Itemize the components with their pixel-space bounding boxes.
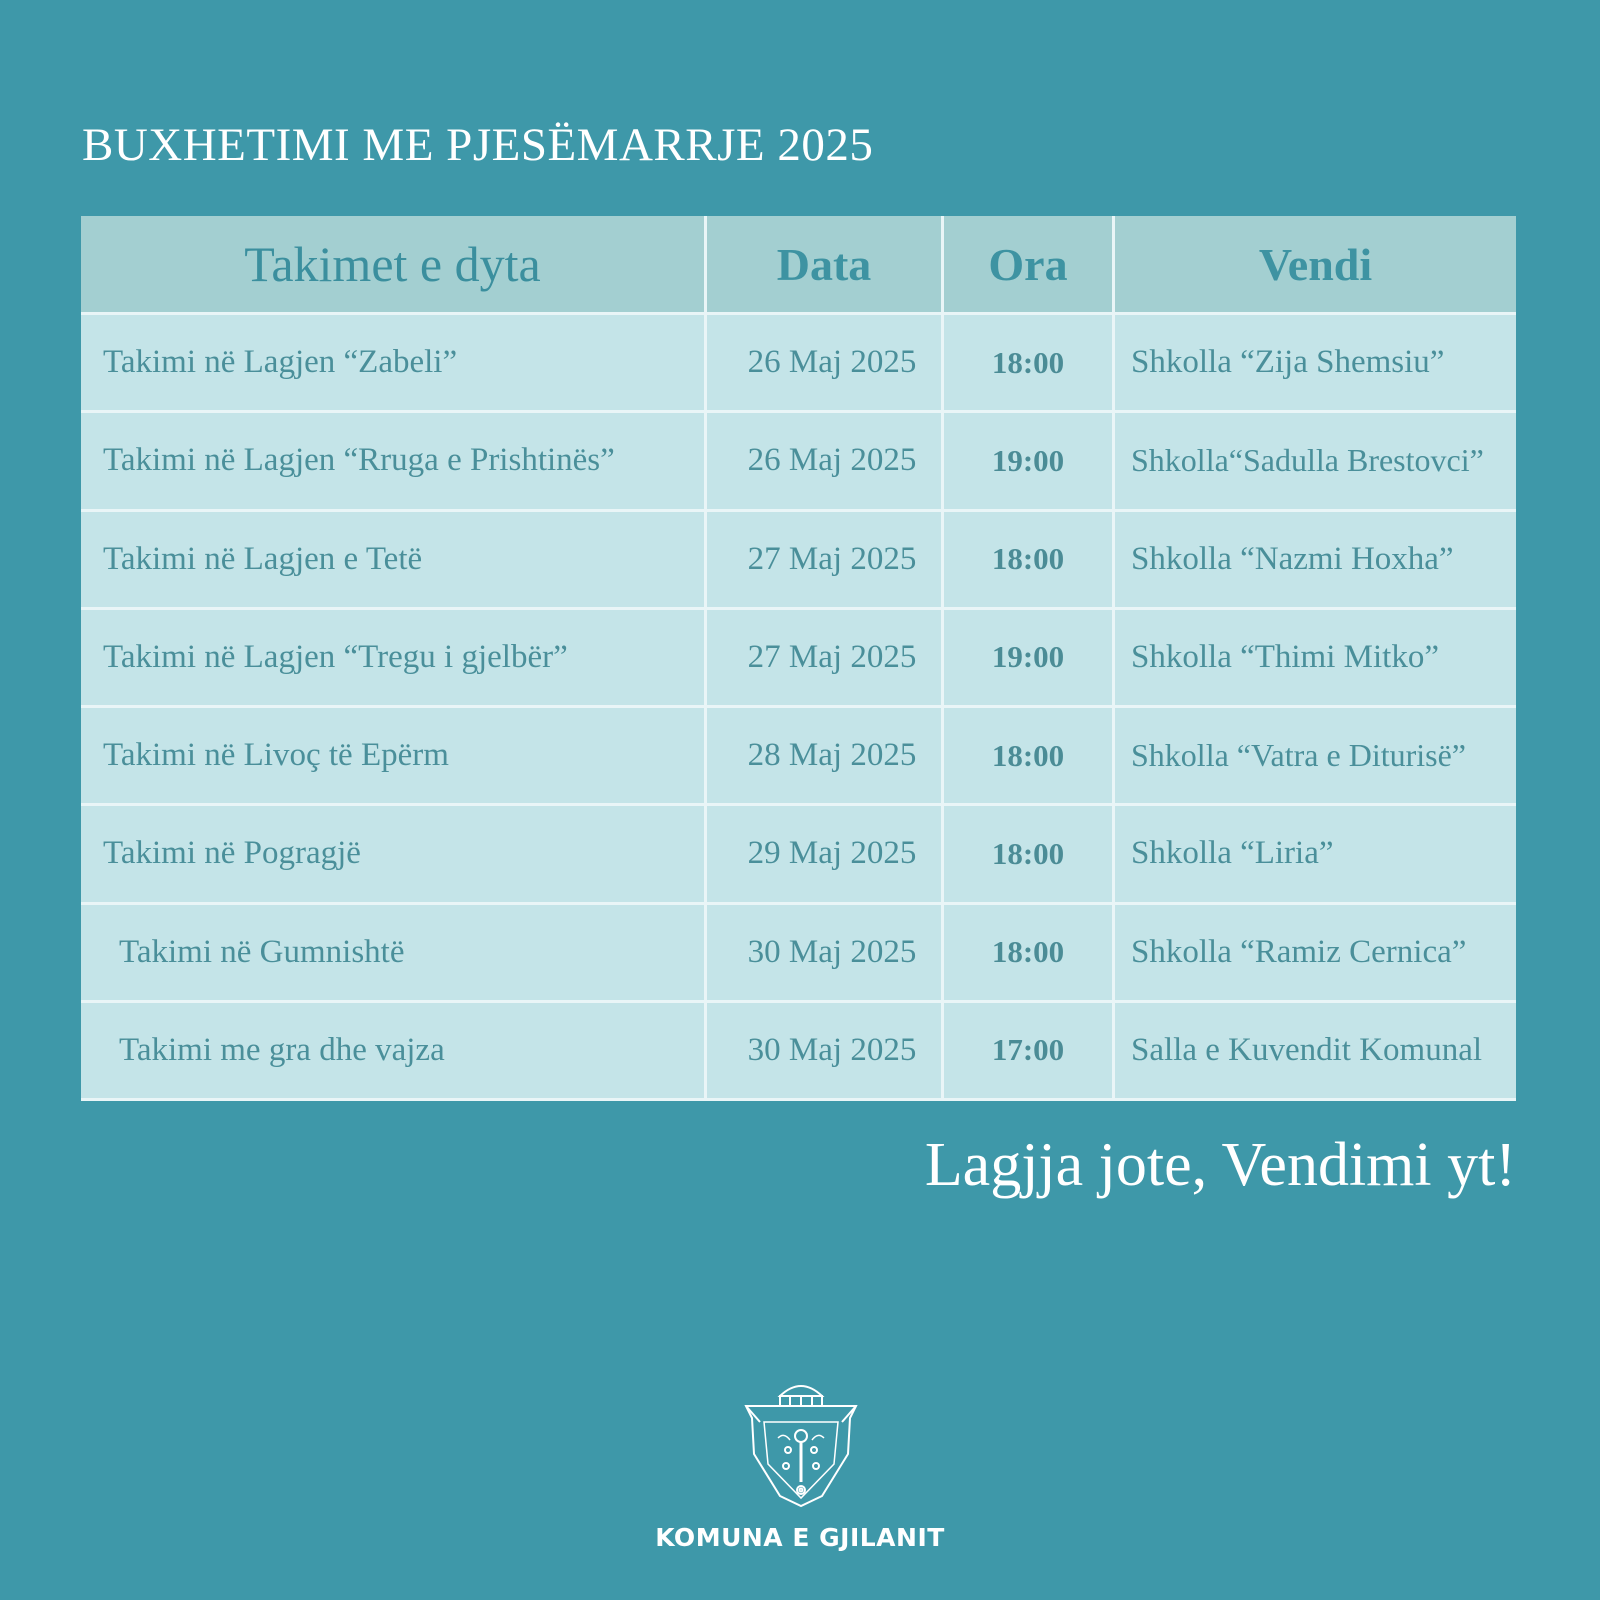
meeting-time: 18:00 [944, 806, 1115, 904]
table-header-row [81, 216, 1516, 315]
page-title: BUXHETIMI ME PJESËMARRJE 2025 [82, 119, 874, 171]
table-row [81, 315, 1516, 413]
meeting-date: 30 Maj 2025 [707, 905, 944, 1003]
meeting-name: Takimi në Lagjen e Tetë [81, 512, 707, 610]
meeting-name: Takimi në Lagjen “Zabeli” [81, 315, 707, 413]
meeting-date: 26 Maj 2025 [707, 413, 944, 511]
slogan: Lagjja jote, Vendimi yt! [924, 1131, 1516, 1199]
municipality-coat-of-arms-icon [742, 1378, 860, 1510]
meeting-time: 18:00 [944, 315, 1115, 413]
meeting-date: 26 Maj 2025 [707, 315, 944, 413]
meeting-time: 18:00 [944, 905, 1115, 1003]
meeting-name: Takimi në Gumnishtë [81, 905, 707, 1003]
column-header-time: Ora [944, 216, 1115, 315]
meeting-venue: Shkolla “Vatra e Diturisë” [1115, 708, 1516, 806]
table-row [81, 1003, 1516, 1101]
meeting-venue: Shkolla “Thimi Mitko” [1115, 610, 1516, 708]
meeting-date: 29 Maj 2025 [707, 806, 944, 904]
table-row [81, 610, 1516, 708]
meeting-date: 30 Maj 2025 [707, 1003, 944, 1101]
meeting-time: 18:00 [944, 512, 1115, 610]
meeting-time: 18:00 [944, 708, 1115, 806]
table-row [81, 413, 1516, 511]
meeting-venue: Shkolla “Zija Shemsiu” [1115, 315, 1516, 413]
column-header-date: Data [707, 216, 944, 315]
meeting-name: Takimi me gra dhe vajza [81, 1003, 707, 1101]
table-row [81, 512, 1516, 610]
meeting-name: Takimi në Livoç të Epërm [81, 708, 707, 806]
meeting-venue: Shkolla “Ramiz Cernica” [1115, 905, 1516, 1003]
table-row [81, 905, 1516, 1003]
meeting-venue: Salla e Kuvendit Komunal [1115, 1003, 1516, 1101]
meeting-name: Takimi në Lagjen “Tregu i gjelbër” [81, 610, 707, 708]
meeting-date: 28 Maj 2025 [707, 708, 944, 806]
meeting-venue: Shkolla“Sadulla Brestovci” [1115, 413, 1516, 511]
meeting-date: 27 Maj 2025 [707, 610, 944, 708]
column-header-venue: Vendi [1115, 216, 1516, 315]
meeting-name: Takimi në Lagjen “Rruga e Prishtinës” [81, 413, 707, 511]
meeting-time: 17:00 [944, 1003, 1115, 1101]
schedule-table [81, 216, 1516, 1101]
table-row [81, 708, 1516, 806]
meeting-venue: Shkolla “Liria” [1115, 806, 1516, 904]
organization-name: KOMUNA E GJILANIT [655, 1523, 945, 1552]
table-row [81, 806, 1516, 904]
meeting-time: 19:00 [944, 413, 1115, 511]
meeting-name: Takimi në Pogragjë [81, 806, 707, 904]
column-header-meetings: Takimet e dyta [81, 216, 707, 315]
meeting-venue: Shkolla “Nazmi Hoxha” [1115, 512, 1516, 610]
meeting-time: 19:00 [944, 610, 1115, 708]
meeting-date: 27 Maj 2025 [707, 512, 944, 610]
